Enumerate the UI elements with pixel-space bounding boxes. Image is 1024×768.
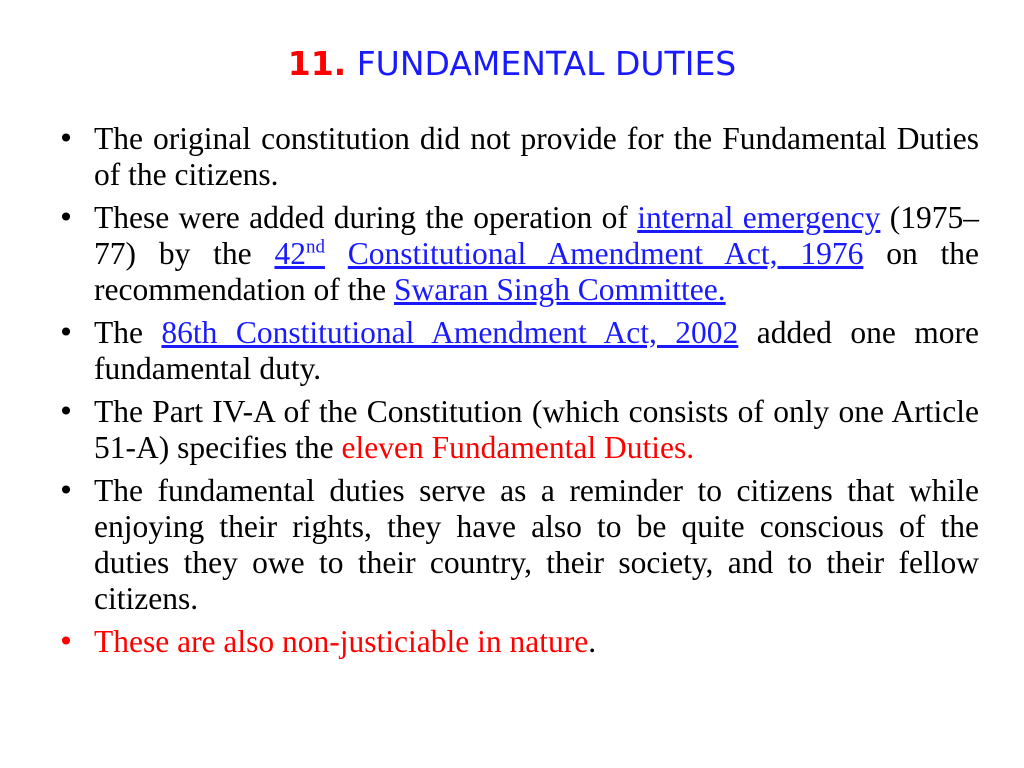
page-title — [0, 42, 1024, 86]
swaran-singh-committee-link[interactable]: Swaran Singh Committee. — [394, 272, 726, 307]
bullet-text: The Part IV-A of the Constitution (which consists of only one Article 51-A) specifies the — [94, 394, 979, 465]
bullet-icon: • — [57, 625, 75, 658]
link-text: 42 — [274, 236, 306, 271]
list-item — [56, 121, 979, 193]
bullet-icon: • — [57, 201, 75, 234]
internal-emergency-link[interactable]: internal emergency — [637, 200, 881, 235]
bullet-text: added one more fundamental duty. — [94, 315, 980, 386]
link-superscript: nd — [305, 236, 325, 258]
bullet-list — [56, 121, 979, 667]
bullet-icon: • — [57, 316, 75, 349]
bullet-icon: • — [57, 395, 75, 428]
list-item — [56, 473, 979, 617]
list-item — [56, 315, 979, 387]
bullet-text: on the recommendation of the — [94, 236, 980, 307]
bullet-icon: • — [57, 122, 75, 155]
bullet-text: (1975–77) by the — [94, 200, 980, 271]
42nd-amendment-link[interactable] — [274, 236, 325, 271]
bullet-text: The original constitution did not provide for the Fundamental Duties of the citizens. — [94, 121, 979, 192]
bullet-icon: • — [57, 474, 75, 507]
highlighted-text: These are also non-justiciable in nature — [94, 624, 589, 659]
list-item — [56, 624, 979, 660]
86th-amendment-act-link[interactable]: 86th Constitutional Amendment Act, 2002 — [161, 315, 739, 350]
list-item — [56, 394, 979, 466]
bullet-text: These were added during the operation of — [94, 200, 628, 235]
title-text: FUNDAMENTAL DUTIES — [356, 44, 737, 83]
list-item — [56, 200, 979, 308]
title-number: 11. — [287, 44, 347, 83]
bullet-text: The — [94, 315, 143, 350]
bullet-text: The fundamental duties serve as a reminder to citizens that while enjoying their rights, they have also to be quite conscious of the duties they owe to their country, their society, and to their fellow citizens. — [94, 473, 979, 616]
constitutional-amendment-act-1976-link[interactable]: Constitutional Amendment Act, 1976 — [347, 236, 864, 271]
highlighted-text: eleven Fundamental Duties. — [341, 430, 695, 465]
bullet-text: . — [588, 624, 597, 659]
